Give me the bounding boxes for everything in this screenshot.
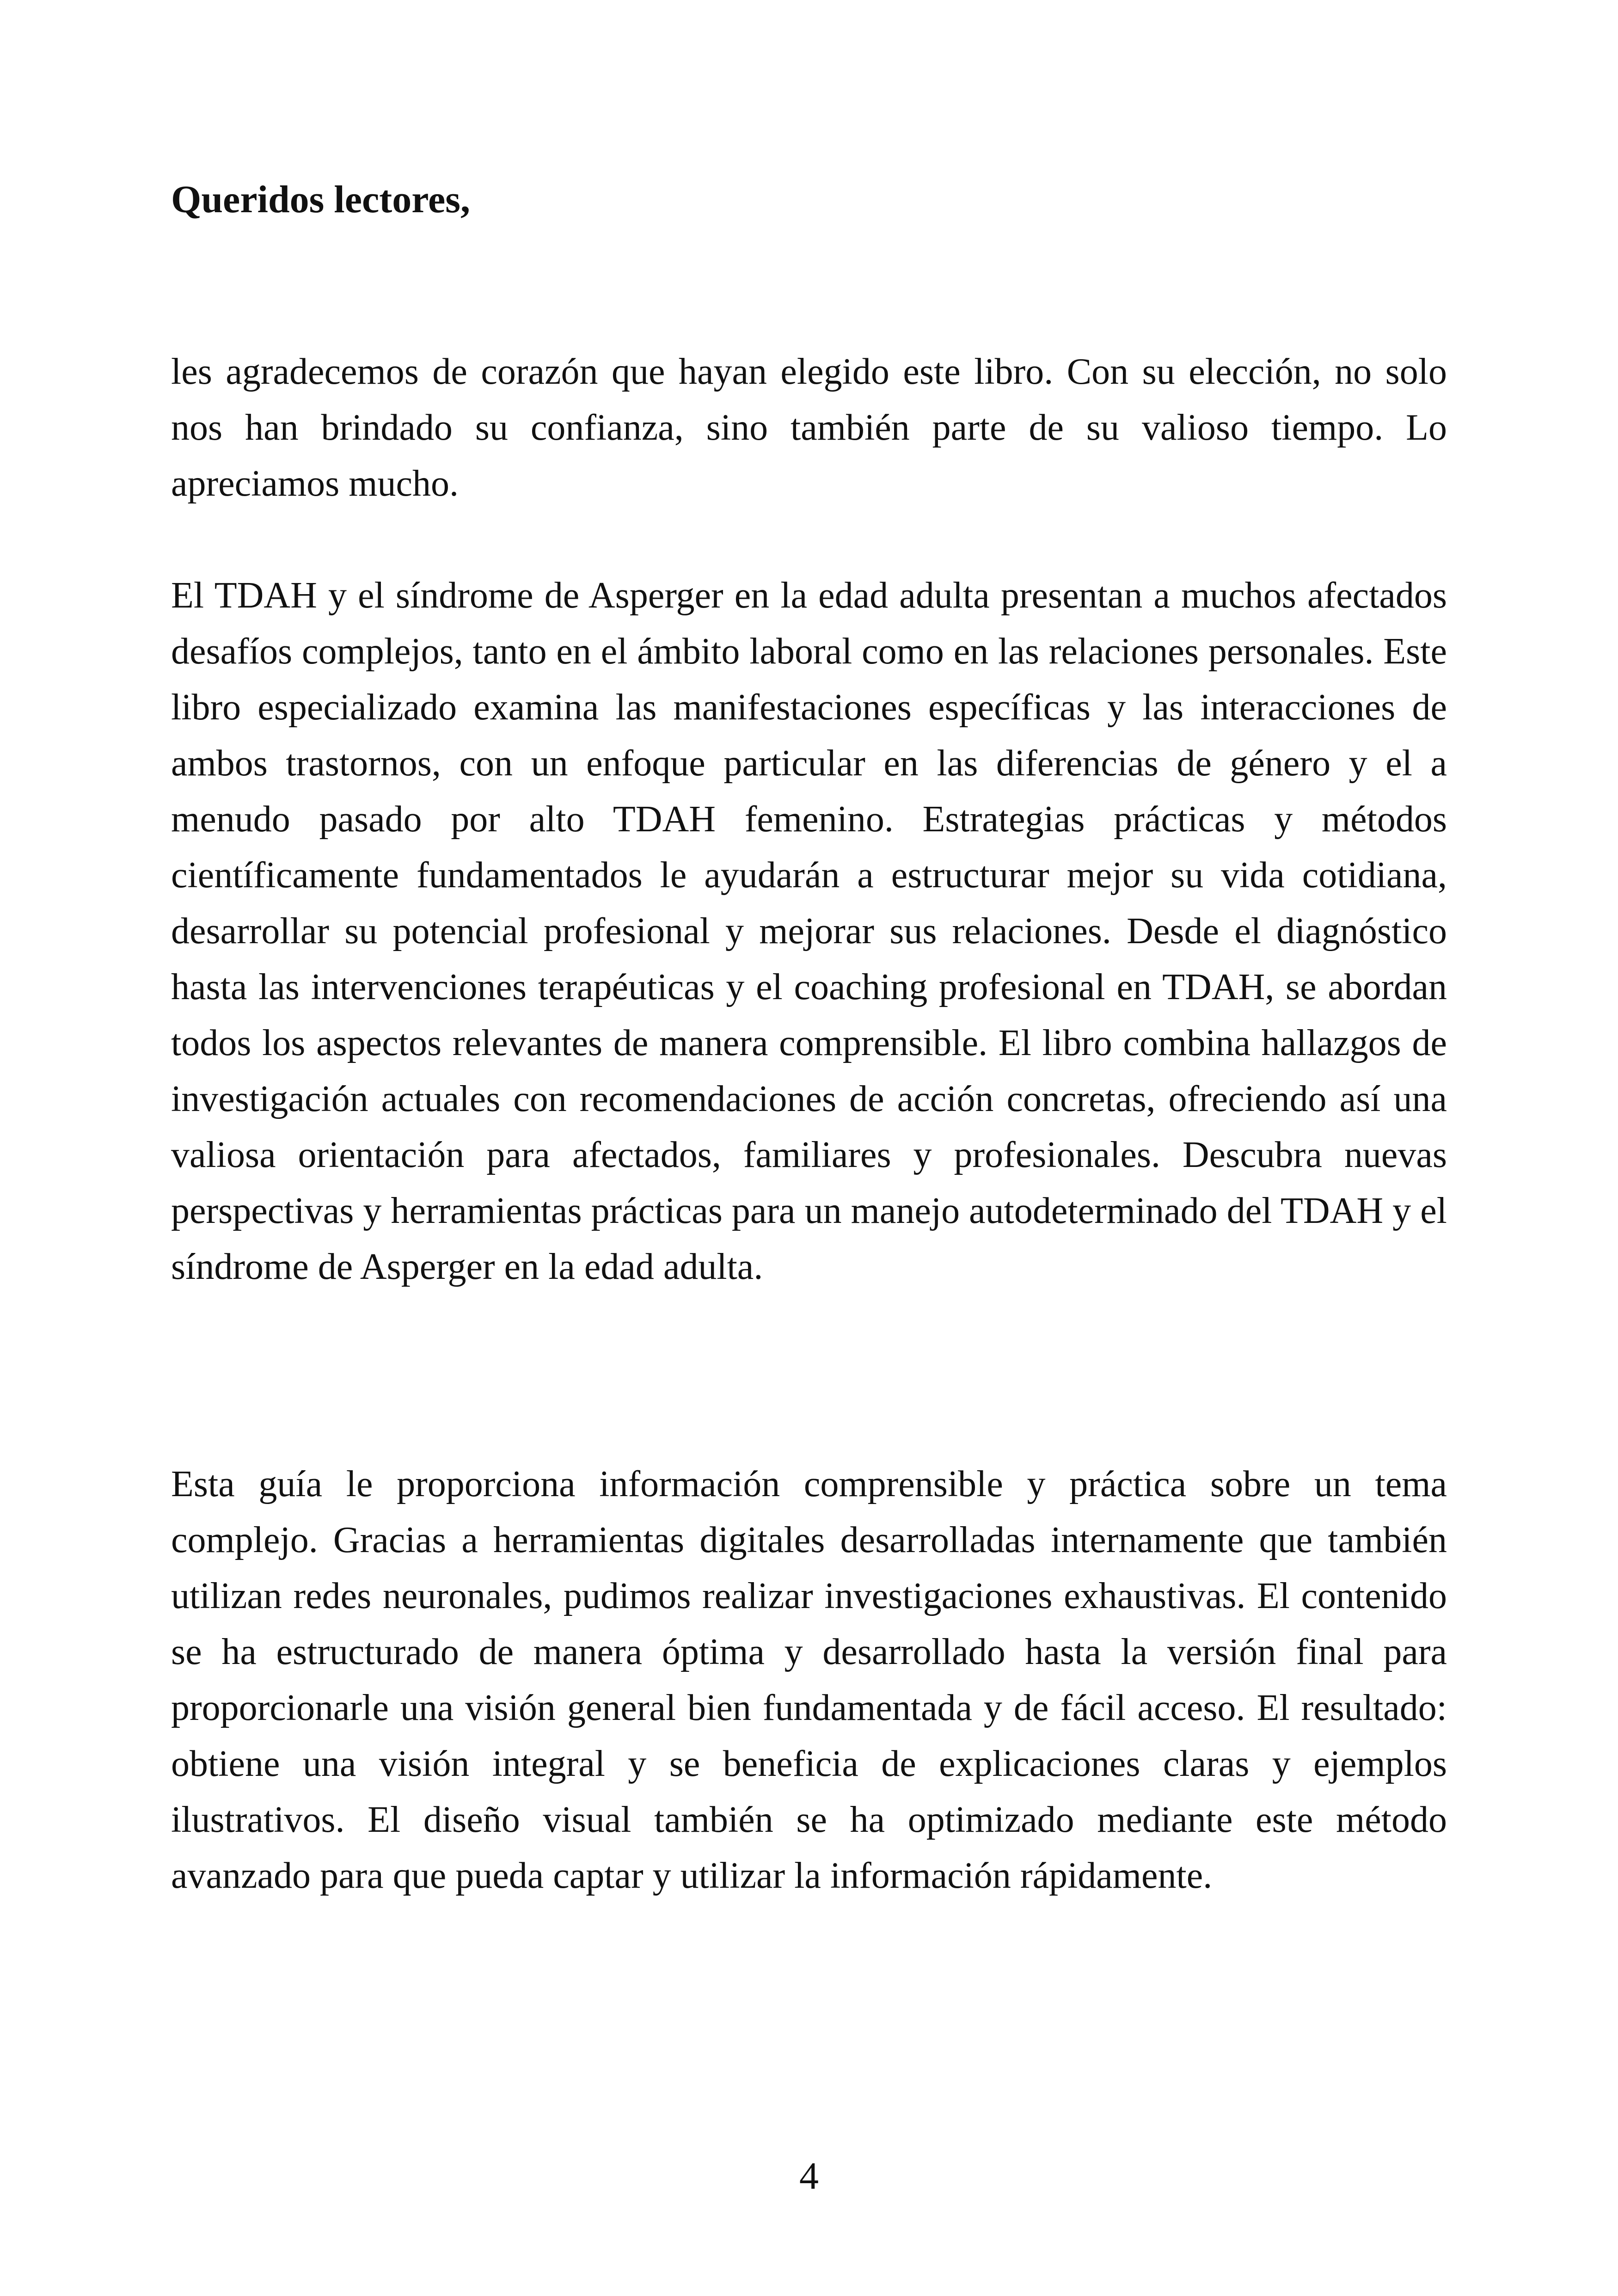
paragraph-guide-method: Esta guía le proporciona información comprensible y práctica sobre un tema complejo. Gracias a herramientas digitales desarrolladas internamente que también utilizan redes neuronales, pudimos realizar investigaciones exhaustivas. El contenido se ha estructurado de manera óptima y desarrollado hasta la versión final para proporcionarle una visión general bien fundamentada y de fácil acceso. El resultado: obtiene una visión integral y se beneficia de explicaciones claras y ejemplos ilustrativos. El diseño visual también se ha optimizado mediante este método avanzado para que pueda captar y utilizar la información rápidamente.: [171, 1464, 1447, 1896]
greeting-heading: Queridos lectores,: [171, 178, 470, 221]
paragraph-gratitude: les agradecemos de corazón que hayan elegido este libro. Con su elección, no solo nos han brindado su confianza, sino también parte de su valioso tiempo. Lo apreciamos mucho.: [171, 351, 1447, 504]
paragraph-book-overview: El TDAH y el síndrome de Asperger en la edad adulta presentan a muchos afectados desafíos complejos, tanto en el ámbito laboral como en las relaciones personales. Este libro especializado examina las manifestaciones específicas y las interacciones de ambos trastornos, con un enfoque particular en las diferencias de género y el a menudo pasado por alto TDAH femenino. Estrategias prácticas y métodos científicamente fundamentados le ayudarán a estructurar mejor su vida cotidiana, desarrollar su potencial profesional y mejorar sus relaciones. Desde el diagnóstico hasta las intervenciones terapéuticas y el coaching profesional en TDAH, se abordan todos los aspectos relevantes de manera comprensible. El libro combina hallazgos de investigación actuales con recomendaciones de acción concretas, ofreciendo así una valiosa orientación para afectados, familiares y profesionales. Descubra nuevas perspectivas y herramientas prácticas para un manejo autodeterminado del TDAH y el síndrome de Asperger en la edad adulta.: [171, 575, 1447, 1287]
page-number: 4: [799, 2155, 819, 2198]
